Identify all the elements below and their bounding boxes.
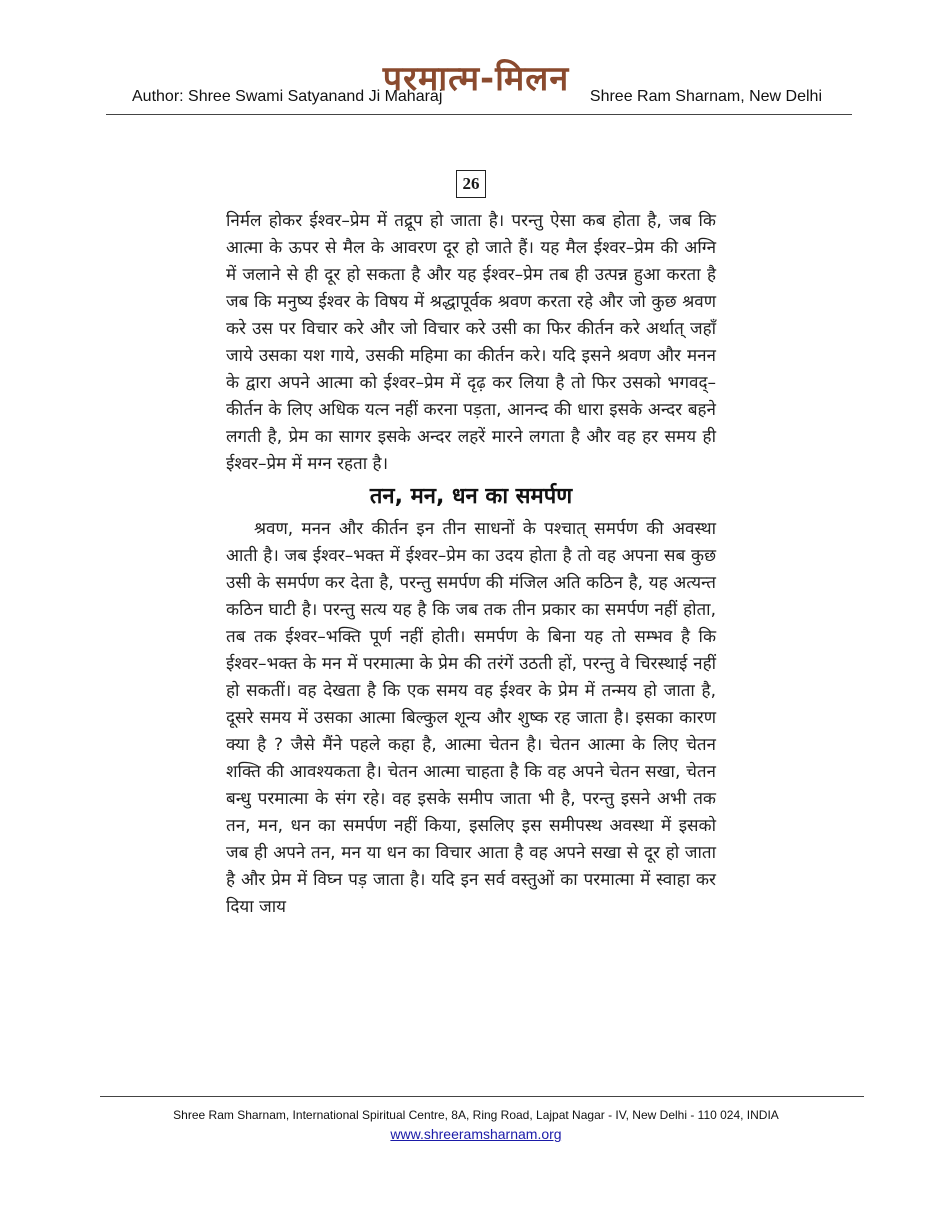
author-label: Author: Shree Swami Satyanand Ji Maharaj xyxy=(132,88,443,105)
page-content xyxy=(226,208,716,921)
paragraph: श्रवण, मनन और कीर्तन इन तीन साधनों के पश्चात् समर्पण की अवस्था आती है। जब ईश्वर–भक्त में ईश्वर–प्रेम का उदय होता है तो वह अपना सब कुछ उसी के समर्पण कर देता है, परन्तु समर्पण की मंजिल अति कठिन है, यह अत्यन्त कठिन घाटी है। परन्तु सत्य यह है कि जब तक तीन प्रकार का समर्पण नहीं होता, तब तक ईश्वर–भक्ति पूर्ण नहीं होती। समर्पण के बिना यह तो सम्भव है कि ईश्वर–भक्त के मन में परमात्मा के प्रेम की तरंगें उठती हों, परन्तु वे चिरस्थाई नहीं हो सकतीं। वह देखता है कि एक समय वह ईश्वर के प्रेम में तन्मय हो जाता है, दूसरे समय में उसका आत्मा बिल्कुल शून्य और शुष्क रह जाता है। इसका कारण क्या है ? जैसे मैंने पहले कहा है, आत्मा चेतन है। चेतन आत्मा के लिए चेतन शक्ति की आवश्यकता है। चेतन आत्मा चाहता है कि वह अपने चेतन सखा, चेतन बन्धु परमात्मा के संग रहे। वह इसके समीप जाता भी है, परन्तु इसने अभी तक तन, मन, धन का समर्पण नहीं किया, इसलिए इस समीपस्थ अवस्था में इसको जब ही अपने तन, मन या धन का विचार आता है वह अपने सखा से दूर हो जाता है और प्रेम में विघ्न पड़ जाता है। यदि इन सर्व वस्तुओं का परमात्मा में स्वाहा कर दिया जाय xyxy=(226,519,716,917)
header-divider xyxy=(106,114,852,115)
section-heading: तन, मन, धन का समर्पण xyxy=(369,484,573,509)
footer-address: Shree Ram Sharnam, International Spiritual Centre, 8A, Ring Road, Lajpat Nagar - IV, New Delhi - 110 024, INDIA xyxy=(173,1108,779,1122)
publisher-label: Shree Ram Sharnam, New Delhi xyxy=(589,88,822,105)
book-title: परमात्म-मिलन xyxy=(382,59,570,99)
page-number: 26 xyxy=(456,170,486,198)
website-link[interactable]: www.shreeramsharnam.org xyxy=(390,1126,562,1142)
footer-website xyxy=(0,1126,952,1142)
paragraph: निर्मल होकर ईश्वर–प्रेम में तद्रूप हो जाता है। परन्तु ऐसा कब होता है, जब कि आत्मा के ऊपर से मैल के आवरण दूर हो जाते हैं। यह मैल ईश्वर–प्रेम की अग्नि में जलाने से ही दूर हो सकता है और यह ईश्वर–प्रेम तब ही उत्पन्न हुआ करता है जब कि मनुष्य ईश्वर के विषय में श्रद्धापूर्वक श्रवण करता रहे और जो कुछ श्रवण करे उस पर विचार करे और जो विचार करे उसी का फिर कीर्तन करे अर्थात् जहाँ जाये उसका यश गाये, उसकी महिमा का कीर्तन करे। यदि इसने श्रवण और मनन के द्वारा अपने आत्मा को ईश्वर–प्रेम में दृढ़ कर लिया है तो फिर उसको भगवद्–कीर्तन के लिए अधिक यत्न नहीं करना पड़ता, आनन्द की धारा इसके अन्दर बहने लगती है, प्रेम का सागर इसके अन्दर लहरें मारने लगता है और वह हर समय ही ईश्वर–प्रेम में मग्न रहता है। xyxy=(226,211,716,474)
footer-divider xyxy=(100,1096,864,1097)
